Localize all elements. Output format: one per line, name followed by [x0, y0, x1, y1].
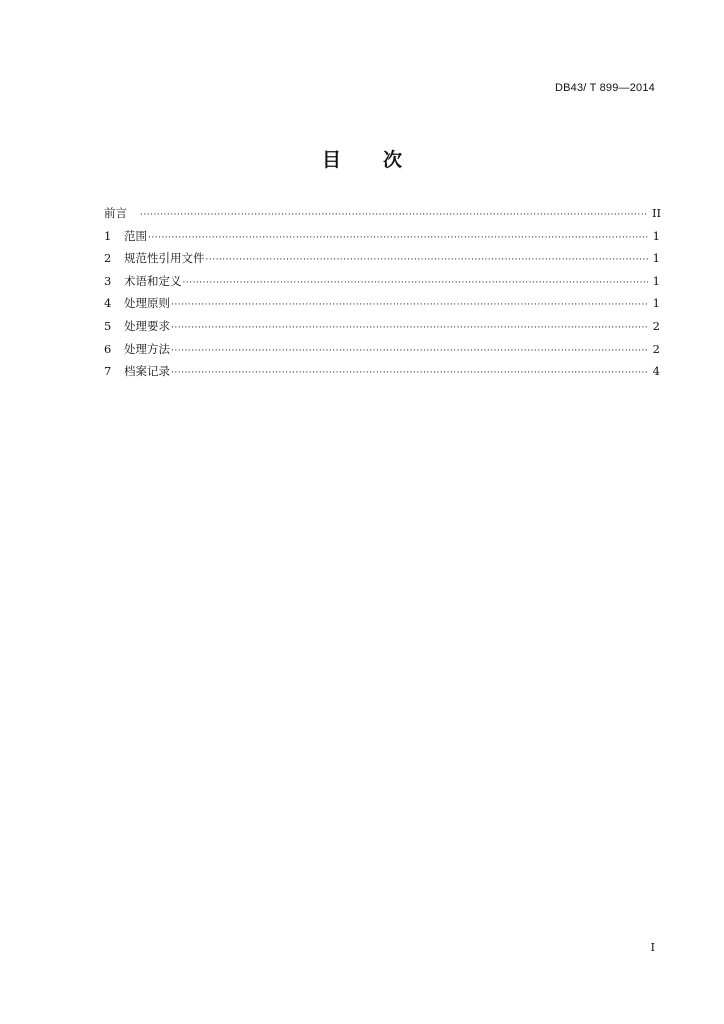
toc-entry-number: 3	[104, 273, 112, 288]
toc-leader-dots	[171, 300, 648, 310]
toc-entry-label: 术语和定义	[124, 273, 182, 288]
toc-entry-4[interactable]	[104, 295, 660, 318]
page-title	[0, 145, 724, 172]
toc-leader-dots	[183, 278, 649, 288]
title-char-1: 目	[321, 149, 341, 171]
toc-entry-5[interactable]	[104, 318, 660, 341]
toc-entry-number: 2	[104, 251, 112, 266]
toc-entry-page: 2	[652, 318, 660, 333]
toc-leader-dots	[148, 233, 648, 243]
toc-leader-dots	[171, 323, 648, 333]
toc-entry-label: 处理方法	[124, 341, 170, 356]
toc-entry-page: 1	[652, 228, 660, 243]
toc-entry-2[interactable]	[104, 250, 660, 273]
toc-entry-page: 1	[652, 296, 660, 311]
toc-entry-number: 7	[104, 364, 112, 379]
toc-entry-page: 1	[652, 251, 660, 266]
toc-leader-dots	[140, 210, 648, 220]
toc-entry-6[interactable]	[104, 341, 660, 364]
toc-entry-label: 档案记录	[124, 364, 170, 379]
standard-code: DB43/ T 899—2014	[554, 82, 655, 94]
table-of-contents	[104, 205, 660, 386]
toc-entry-preface[interactable]	[104, 205, 660, 228]
toc-entry-label: 前言	[104, 206, 127, 220]
toc-entry-number: 4	[104, 296, 112, 311]
toc-leader-dots	[171, 368, 648, 378]
toc-entry-label: 范围	[124, 228, 147, 243]
toc-entry-page: 1	[652, 273, 660, 288]
page-number: I	[650, 941, 655, 954]
toc-entry-label: 规范性引用文件	[124, 251, 205, 266]
toc-entry-number: 1	[104, 228, 112, 243]
toc-leader-dots	[171, 346, 648, 356]
toc-entry-label: 处理原则	[124, 296, 170, 311]
toc-entry-page: II	[652, 206, 662, 220]
toc-entry-number: 5	[104, 318, 112, 333]
toc-entry-page: 2	[652, 341, 660, 356]
toc-entry-page: 4	[652, 364, 660, 379]
toc-entry-7[interactable]	[104, 363, 660, 386]
toc-entry-1[interactable]	[104, 228, 660, 251]
title-char-2: 次	[383, 149, 403, 171]
toc-entry-3[interactable]	[104, 273, 660, 296]
toc-leader-dots	[206, 255, 649, 265]
toc-entry-label: 处理要求	[124, 318, 170, 333]
toc-entry-number: 6	[104, 341, 112, 356]
